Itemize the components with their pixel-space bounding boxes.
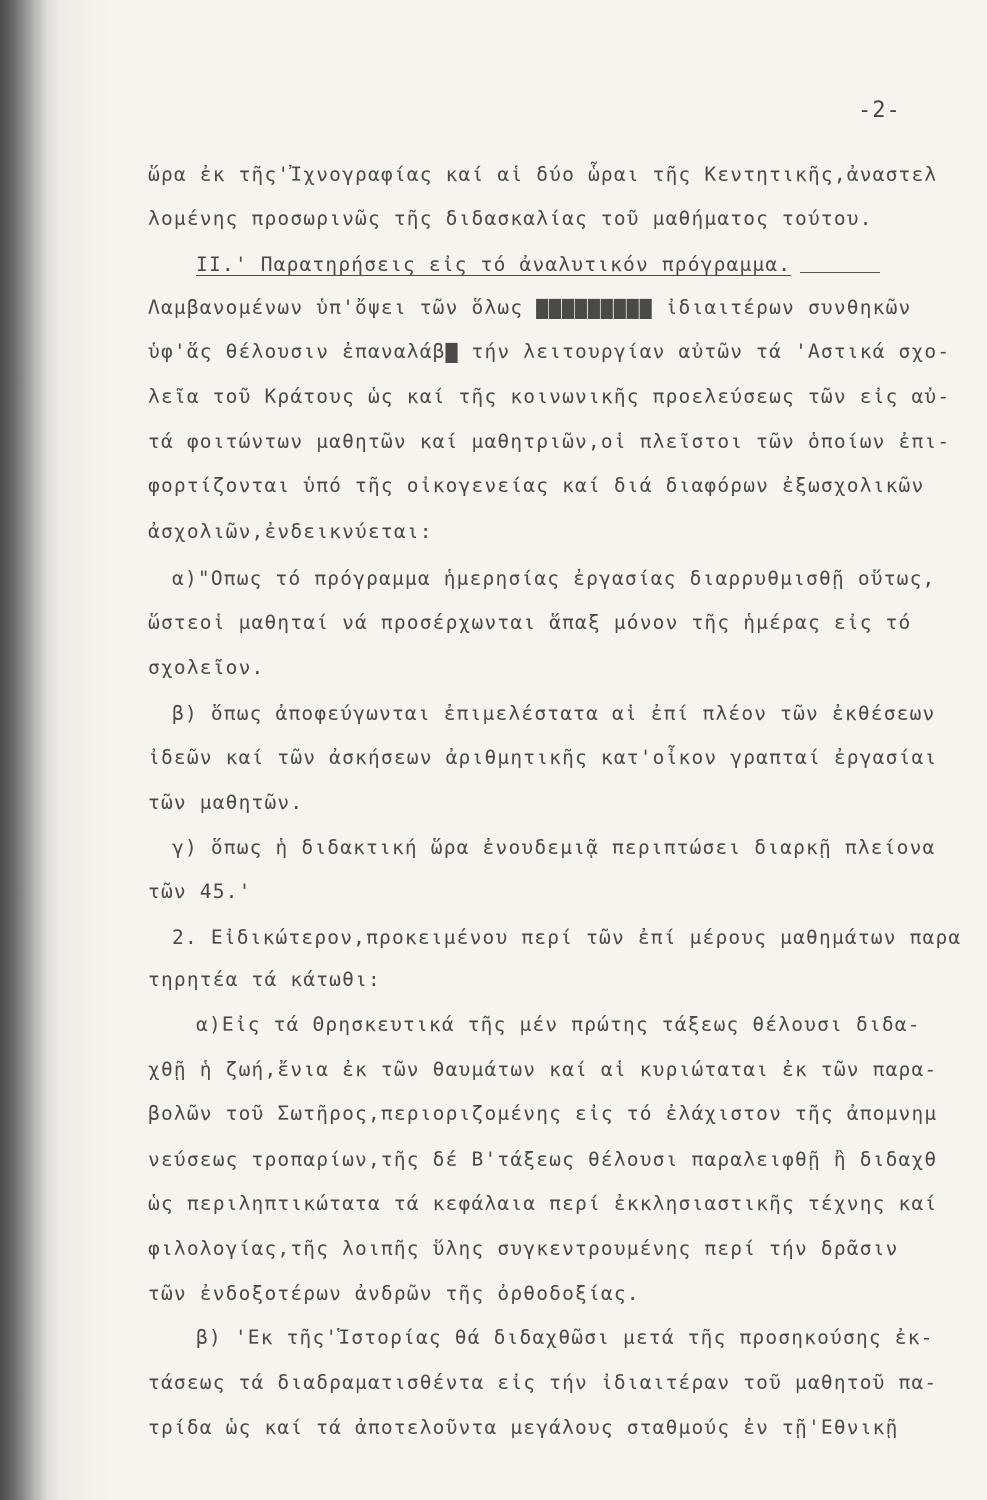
text-line: ὥρα ἐκ τῆς'Ἰχνογραφίας καί αἱ δύο ὧραι τῆς Κεντητικῆς,ἀναστελ [148, 163, 938, 186]
text-line: τῶν μαθητῶν. [148, 791, 304, 814]
text-line: νεύσεως τροπαρίων,τῆς δέ Β'τάξεως θέλουσι παραλειφθῇ ἢ διδαχθ [148, 1148, 938, 1171]
text-line: α)Εἰς τά Θρησκευτικά τῆς μέν πρώτης τάξεως θέλουσι διδα- [196, 1013, 921, 1036]
text-line: α)"Οπως τό πρόγραμμα ἡμερησίας ἐργασίας διαρρυθμισθῇ οὕτως, [172, 567, 936, 590]
text-line: τάσεως τά διαδραματισθέντα εἰς τήν ἰδιαιτέραν τοῦ μαθητοῦ πα- [148, 1371, 938, 1394]
text-line: γ) ὅπως ἡ διδακτική ὥρα ἐνουδεμιᾷ περιπτώσει διαρκῇ πλείονα [172, 836, 936, 859]
text-line: β) 'Εκ τῆς'Ἱστορίας θά διδαχθῶσι μετά τῆς προσηκούσης ἐκ- [196, 1326, 934, 1349]
text-line: φορτίζονται ὑπό τῆς οἰκογενείας καί διά διαφόρων ἐξωσχολικῶν [148, 474, 925, 497]
text-line: ἀσχολιῶν,ἐνδεικνύεται: [148, 520, 433, 543]
text-line: Λαμβανομένων ὑπ'ὄψει τῶν ὅλως ▇▇▇▇▇▇▇▇▇ ἰδιαιτέρων συνθηκῶν [148, 296, 912, 319]
heading-underline-extension [800, 272, 880, 273]
text-line: ὑφ'ἅς θέλουσιν ἐπαναλάβ▇ τήν λειτουργίαν αὐτῶν τά 'Αστικά σχο- [148, 340, 951, 363]
text-line: 2. Εἰδικώτερον,προκειμένου περί τῶν ἐπί μέρους μαθημάτων παρα [172, 926, 962, 949]
text-line: τῶν ἐνδοξοτέρων ἀνδρῶν τῆς ὀρθοδοξίας. [148, 1282, 640, 1305]
text-line: β) ὅπως ἀποφεύγωνται ἐπιμελέστατα αἱ ἐπί πλέον τῶν ἐκθέσεων [172, 702, 936, 725]
text-line: ὥστεοἱ μαθηταί νά προσέρχωνται ἅπαξ μόνον τῆς ἡμέρας εἰς τό [148, 611, 912, 634]
scan-edge-shadow [0, 0, 48, 1500]
text-line: φιλολογίας,τῆς λοιπῆς ὕλης συγκεντρουμένης περί τήν δρᾶσιν [148, 1237, 899, 1260]
text-line: λομένης προσωρινῶς τῆς διδασκαλίας τοῦ μαθήματος τούτου. [148, 207, 873, 230]
text-line: τηρητέα τά κάτωθι: [148, 968, 381, 991]
text-line: ἰδεῶν καί τῶν ἀσκήσεων ἀριθμητικῆς κατ'οἶκον γραπταί ἐργασίαι [148, 746, 938, 769]
text-line: λεῖα τοῦ Κράτους ὡς καί τῆς κοινωνικῆς προελεύσεως τῶν εἰς αὐ- [148, 385, 951, 408]
text-line: βολῶν τοῦ Σωτῆρος,περιοριζομένης εἰς τό ἐλάχιστον τῆς ἀπομνημ [148, 1102, 938, 1125]
section-heading: II.' Παρατηρήσεις εἰς τό ἀναλυτικόν πρόγραμμα. [196, 253, 792, 276]
text-line: τά φοιτώντων μαθητῶν καί μαθητριῶν,οἱ πλεῖστοι τῶν ὁποίων ἐπι- [148, 430, 951, 453]
text-line: χθῇ ἡ ζωή,ἔνια ἐκ τῶν θαυμάτων καί αἱ κυριώταται ἐκ τῶν παρα- [148, 1058, 938, 1081]
text-line: ὡς περιληπτικώτατα τά κεφάλαια περί ἐκκλησιαστικῆς τέχνης καί [148, 1192, 938, 1215]
page-number: -2- [858, 98, 901, 123]
text-line: τῶν 45.' [148, 880, 252, 903]
text-line: τρίδα ὡς καί τά ἀποτελοῦντα μεγάλους σταθμούς ἐν τῇ'Εθνικῇ [148, 1416, 899, 1439]
text-line: σχολεῖον. [148, 656, 265, 679]
